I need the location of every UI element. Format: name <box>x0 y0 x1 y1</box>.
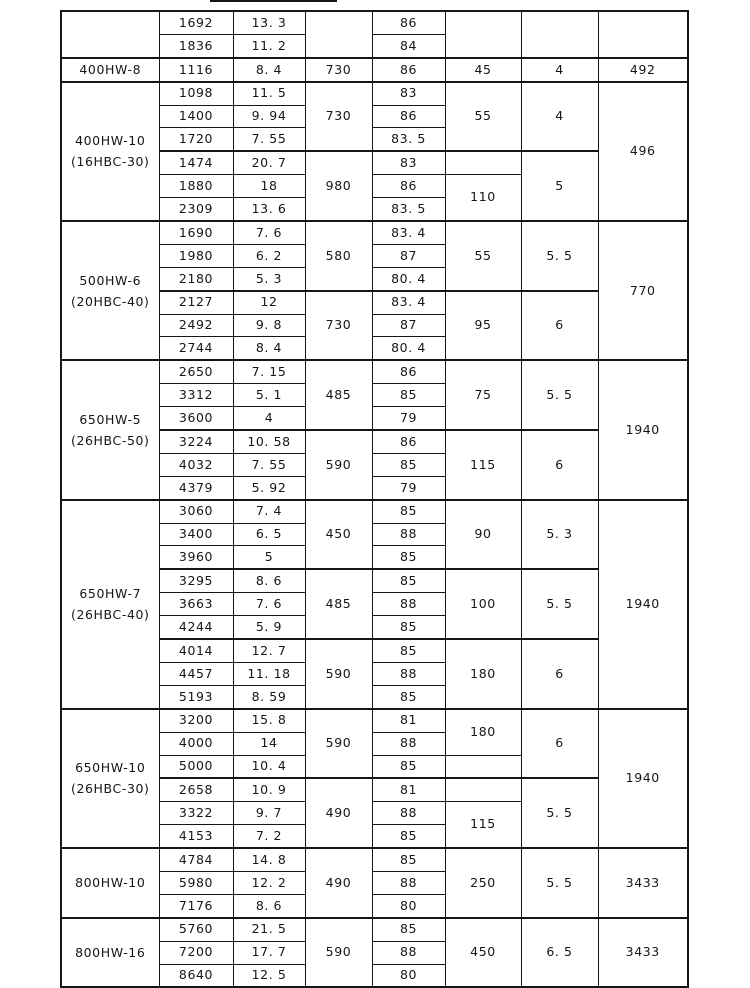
efficiency-cell: 85 <box>372 639 445 662</box>
head-cell: 17. 7 <box>233 941 305 964</box>
model-cell <box>61 360 159 499</box>
model-line: (26HBC-30) <box>70 781 150 797</box>
flow-cell: 4153 <box>159 825 233 848</box>
efficiency-cell: 84 <box>372 34 445 57</box>
head-cell: 7. 15 <box>233 360 305 383</box>
head-cell: 10. 9 <box>233 778 305 801</box>
efficiency-cell: 86 <box>372 360 445 383</box>
head-cell: 10. 58 <box>233 430 305 453</box>
flow-cell: 1474 <box>159 151 233 174</box>
ratio-cell: 5. 5 <box>521 360 598 430</box>
speed-cell: 450 <box>305 500 372 570</box>
head-cell: 4 <box>233 407 305 430</box>
flow-cell: 4032 <box>159 453 233 476</box>
flow-cell: 3322 <box>159 802 233 825</box>
ratio-cell: 6 <box>521 709 598 779</box>
efficiency-cell: 85 <box>372 755 445 778</box>
efficiency-cell: 88 <box>372 593 445 616</box>
head-cell: 12. 5 <box>233 964 305 987</box>
ratio-cell: 5. 5 <box>521 569 598 639</box>
efficiency-cell: 83 <box>372 82 445 105</box>
ratio-cell: 5. 5 <box>521 848 598 918</box>
table-row <box>61 82 688 105</box>
head-cell: 7. 55 <box>233 453 305 476</box>
flow-cell: 7176 <box>159 894 233 917</box>
speed-cell: 730 <box>305 82 372 152</box>
head-cell: 11. 2 <box>233 34 305 57</box>
head-cell: 15. 8 <box>233 709 305 732</box>
power-cell: 450 <box>445 918 521 988</box>
power-cell: 90 <box>445 500 521 570</box>
speed-cell: 490 <box>305 848 372 918</box>
efficiency-cell: 83 <box>372 151 445 174</box>
head-cell: 5. 92 <box>233 476 305 499</box>
model-cell <box>61 11 159 58</box>
flow-cell: 1692 <box>159 11 233 34</box>
power-cell: 115 <box>445 802 521 848</box>
weight-cell: 492 <box>598 58 688 82</box>
efficiency-cell: 83. 5 <box>372 198 445 221</box>
flow-cell: 3400 <box>159 523 233 546</box>
head-cell: 8. 6 <box>233 894 305 917</box>
table-row <box>61 500 688 523</box>
speed-cell: 590 <box>305 918 372 988</box>
head-cell: 5. 1 <box>233 384 305 407</box>
flow-cell: 2127 <box>159 291 233 314</box>
power-cell: 100 <box>445 569 521 639</box>
speed-cell: 590 <box>305 430 372 500</box>
flow-cell: 7200 <box>159 941 233 964</box>
efficiency-cell: 80. 4 <box>372 267 445 290</box>
model-line: 800HW-16 <box>75 945 146 961</box>
model-line: 650HW-5 <box>79 412 142 428</box>
ratio-cell: 4 <box>521 82 598 152</box>
model-line: 800HW-10 <box>75 875 146 891</box>
efficiency-cell: 79 <box>372 476 445 499</box>
flow-cell: 4379 <box>159 476 233 499</box>
efficiency-cell: 85 <box>372 453 445 476</box>
flow-cell: 1116 <box>159 58 233 82</box>
model-line: (20HBC-40) <box>70 293 150 309</box>
head-cell: 14. 8 <box>233 848 305 871</box>
flow-cell: 2492 <box>159 314 233 337</box>
efficiency-cell: 85 <box>372 546 445 569</box>
flow-cell: 1836 <box>159 34 233 57</box>
efficiency-cell: 80. 4 <box>372 337 445 360</box>
head-cell: 8. 59 <box>233 685 305 708</box>
flow-cell: 5193 <box>159 685 233 708</box>
head-cell: 7. 2 <box>233 825 305 848</box>
efficiency-cell: 88 <box>372 802 445 825</box>
model-cell <box>61 848 159 918</box>
head-cell: 13. 3 <box>233 11 305 34</box>
head-cell: 9. 8 <box>233 314 305 337</box>
efficiency-cell: 85 <box>372 500 445 523</box>
head-cell: 11. 18 <box>233 662 305 685</box>
ratio-cell: 5. 3 <box>521 500 598 570</box>
head-cell: 7. 6 <box>233 221 305 244</box>
head-cell: 14 <box>233 732 305 755</box>
head-cell: 12 <box>233 291 305 314</box>
ratio-cell: 4 <box>521 58 598 82</box>
table-row <box>61 848 688 871</box>
head-cell: 7. 4 <box>233 500 305 523</box>
flow-cell: 2650 <box>159 360 233 383</box>
flow-cell: 4000 <box>159 732 233 755</box>
flow-cell: 3200 <box>159 709 233 732</box>
weight-cell: 1940 <box>598 500 688 709</box>
flow-cell: 4244 <box>159 616 233 639</box>
flow-cell: 1980 <box>159 244 233 267</box>
power-cell: 95 <box>445 291 521 361</box>
model-line: (26HBC-40) <box>70 607 150 623</box>
model-cell <box>61 500 159 709</box>
model-cell <box>61 221 159 360</box>
head-cell: 11. 5 <box>233 82 305 105</box>
model-cell <box>61 918 159 988</box>
flow-cell: 5980 <box>159 871 233 894</box>
table-row <box>61 360 688 383</box>
ratio-cell: 6 <box>521 639 598 709</box>
efficiency-cell: 86 <box>372 175 445 198</box>
speed-cell: 730 <box>305 291 372 361</box>
model-line: 400HW-10 <box>75 133 146 149</box>
flow-cell: 3663 <box>159 593 233 616</box>
efficiency-cell: 88 <box>372 871 445 894</box>
flow-cell: 1400 <box>159 105 233 128</box>
efficiency-cell: 85 <box>372 685 445 708</box>
efficiency-cell: 86 <box>372 430 445 453</box>
efficiency-cell: 88 <box>372 941 445 964</box>
efficiency-cell: 86 <box>372 58 445 82</box>
head-cell: 6. 5 <box>233 523 305 546</box>
weight-cell: 496 <box>598 82 688 221</box>
model-cell <box>61 58 159 82</box>
speed-cell: 490 <box>305 778 372 848</box>
ratio-cell: 6 <box>521 430 598 500</box>
table-row <box>61 918 688 941</box>
flow-cell: 2180 <box>159 267 233 290</box>
flow-cell: 1098 <box>159 82 233 105</box>
efficiency-cell: 79 <box>372 407 445 430</box>
efficiency-cell: 87 <box>372 314 445 337</box>
flow-cell: 3060 <box>159 500 233 523</box>
flow-cell: 3295 <box>159 569 233 592</box>
head-cell: 5 <box>233 546 305 569</box>
efficiency-cell: 83. 4 <box>372 291 445 314</box>
model-line: 500HW-6 <box>79 272 142 288</box>
flow-cell: 4014 <box>159 639 233 662</box>
model-line: 400HW-8 <box>79 62 142 78</box>
head-cell: 20. 7 <box>233 151 305 174</box>
head-cell: 12. 7 <box>233 639 305 662</box>
head-cell: 5. 3 <box>233 267 305 290</box>
model-line: 650HW-7 <box>79 586 142 602</box>
speed-cell: 485 <box>305 360 372 430</box>
head-cell: 7. 6 <box>233 593 305 616</box>
efficiency-cell: 86 <box>372 105 445 128</box>
power-cell: 115 <box>445 430 521 500</box>
head-cell: 10. 4 <box>233 755 305 778</box>
flow-cell: 2309 <box>159 198 233 221</box>
table-row <box>61 709 688 732</box>
power-cell: 180 <box>445 639 521 709</box>
flow-cell: 3224 <box>159 430 233 453</box>
flow-cell: 4457 <box>159 662 233 685</box>
model-line: (26HBC-50) <box>70 433 150 449</box>
ratio-cell: 5. 5 <box>521 778 598 848</box>
efficiency-cell: 85 <box>372 825 445 848</box>
speed-cell: 730 <box>305 58 372 82</box>
head-cell: 18 <box>233 175 305 198</box>
efficiency-cell: 85 <box>372 384 445 407</box>
speed-cell: 590 <box>305 639 372 709</box>
pump-performance-table <box>60 10 689 988</box>
flow-cell: 2658 <box>159 778 233 801</box>
flow-cell: 5760 <box>159 918 233 941</box>
efficiency-cell: 85 <box>372 569 445 592</box>
crop-artifact-line <box>210 0 337 2</box>
efficiency-cell: 80 <box>372 964 445 987</box>
ratio-cell: 6. 5 <box>521 918 598 988</box>
ratio-cell: 5. 5 <box>521 221 598 291</box>
head-cell: 13. 6 <box>233 198 305 221</box>
efficiency-cell: 86 <box>372 11 445 34</box>
table-body <box>61 11 688 987</box>
model-line: (16HBC-30) <box>70 154 150 170</box>
power-cell: 45 <box>445 58 521 82</box>
head-cell: 6. 2 <box>233 244 305 267</box>
ratio-cell: 6 <box>521 291 598 361</box>
speed-cell: 580 <box>305 221 372 291</box>
head-cell: 12. 2 <box>233 871 305 894</box>
efficiency-cell: 87 <box>372 244 445 267</box>
head-cell: 8. 4 <box>233 337 305 360</box>
power-cell <box>445 755 521 778</box>
power-cell: 250 <box>445 848 521 918</box>
head-cell: 7. 55 <box>233 128 305 151</box>
head-cell: 8. 4 <box>233 58 305 82</box>
efficiency-cell: 81 <box>372 709 445 732</box>
model-line: 650HW-10 <box>75 760 146 776</box>
efficiency-cell: 85 <box>372 616 445 639</box>
power-cell <box>445 151 521 174</box>
head-cell: 9. 7 <box>233 802 305 825</box>
model-cell <box>61 709 159 848</box>
flow-cell: 3312 <box>159 384 233 407</box>
efficiency-cell: 88 <box>372 662 445 685</box>
ratio-cell: 5 <box>521 151 598 221</box>
speed-cell: 590 <box>305 709 372 779</box>
weight-cell: 3433 <box>598 848 688 918</box>
flow-cell: 5000 <box>159 755 233 778</box>
power-cell: 75 <box>445 360 521 430</box>
efficiency-cell: 88 <box>372 523 445 546</box>
power-cell: 180 <box>445 709 521 755</box>
power-cell <box>445 778 521 801</box>
head-cell: 9. 94 <box>233 105 305 128</box>
efficiency-cell: 83. 5 <box>372 128 445 151</box>
table-row <box>61 58 688 82</box>
flow-cell: 2744 <box>159 337 233 360</box>
speed-cell: 980 <box>305 151 372 221</box>
power-cell: 55 <box>445 221 521 291</box>
head-cell: 21. 5 <box>233 918 305 941</box>
flow-cell: 3960 <box>159 546 233 569</box>
efficiency-cell: 85 <box>372 848 445 871</box>
head-cell: 8. 6 <box>233 569 305 592</box>
flow-cell: 4784 <box>159 848 233 871</box>
power-cell <box>445 11 521 58</box>
weight-cell <box>598 11 688 58</box>
table-row <box>61 221 688 244</box>
power-cell: 110 <box>445 175 521 221</box>
speed-cell <box>305 11 372 58</box>
weight-cell: 1940 <box>598 360 688 499</box>
flow-cell: 1690 <box>159 221 233 244</box>
power-cell: 55 <box>445 82 521 152</box>
head-cell: 5. 9 <box>233 616 305 639</box>
flow-cell: 3600 <box>159 407 233 430</box>
weight-cell: 1940 <box>598 709 688 848</box>
efficiency-cell: 81 <box>372 778 445 801</box>
efficiency-cell: 85 <box>372 918 445 941</box>
efficiency-cell: 80 <box>372 894 445 917</box>
weight-cell: 3433 <box>598 918 688 988</box>
efficiency-cell: 83. 4 <box>372 221 445 244</box>
speed-cell: 485 <box>305 569 372 639</box>
weight-cell: 770 <box>598 221 688 360</box>
flow-cell: 1880 <box>159 175 233 198</box>
flow-cell: 1720 <box>159 128 233 151</box>
flow-cell: 8640 <box>159 964 233 987</box>
efficiency-cell: 88 <box>372 732 445 755</box>
model-cell <box>61 82 159 221</box>
table-row <box>61 11 688 34</box>
ratio-cell <box>521 11 598 58</box>
